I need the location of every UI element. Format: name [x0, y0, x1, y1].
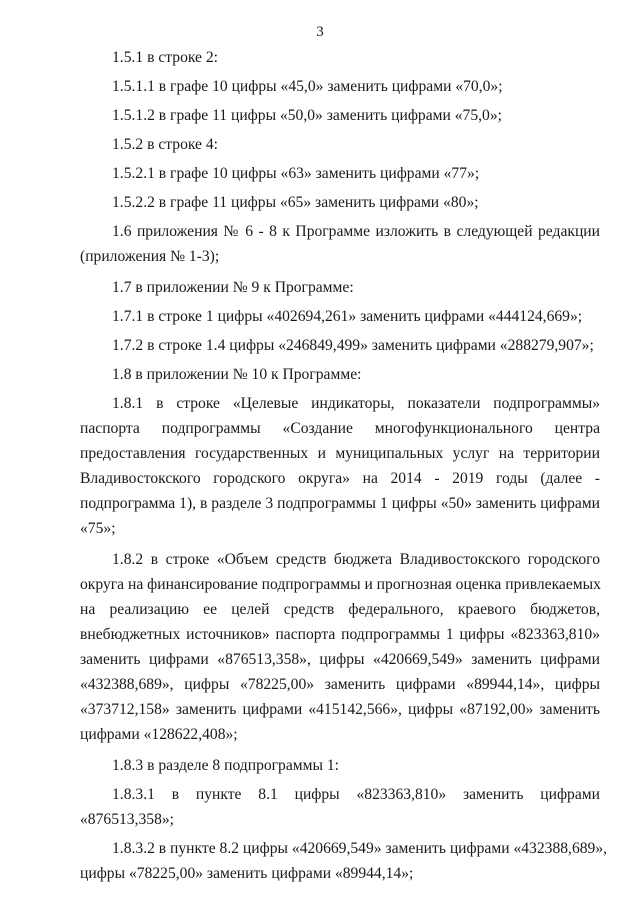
paragraph-line: округа на финансирование подпрограммы и прогнозная оценка привлекаемых [80, 576, 601, 593]
paragraph-1-8: 1.8 в приложении № 10 к Программе: [112, 366, 362, 383]
paragraph-line: «432388,689», цифры «78225,00» заменить цифрами «89944,14», цифры [80, 676, 600, 693]
paragraph-1-8-3-2 [80, 836, 608, 886]
paragraph-1-5-1-2: 1.5.1.2 в графе 11 цифры «50,0» заменить цифрами «75,0»; [112, 107, 502, 124]
paragraph-1-8-3: 1.8.3 в разделе 8 подпрограммы 1: [112, 757, 340, 774]
paragraph-1-8-2 [80, 547, 600, 747]
paragraph-1-5-2-1: 1.5.2.1 в графе 10 цифры «63» заменить цифрами «77»; [112, 165, 480, 182]
paragraph-1-8-3-1: 1.8.3.1 в пункте 8.1 цифры «823363,810» заменить цифрами «876513,358»; [80, 786, 600, 828]
paragraph-1-7-2: 1.7.2 в строке 1.4 цифры «246849,499» заменить цифрами «288279,907»; [112, 337, 594, 354]
page-number: 3 [316, 24, 324, 40]
paragraph-line: подпрограмма 1), в разделе 3 подпрограммы 1 цифры «50» заменить цифрами [80, 495, 600, 512]
paragraph-line: внебюджетных источников» паспорта подпрограммы 1 цифры «823363,810» [80, 626, 600, 643]
paragraph-1-5-1: 1.5.1 в строке 2: [112, 49, 219, 66]
paragraph-line: 1.8.1 в строке «Целевые индикаторы, показатели подпрограммы» [112, 395, 600, 412]
paragraph-line: 1.6 приложения № 6 - 8 к Программе изложить в следующей редакции [112, 223, 600, 240]
paragraph-line: 1.8.2 в строке «Объем средств бюджета Владивостокского городского [112, 551, 600, 568]
paragraph-line: на реализацию ее целей средств федерального, краевого бюджетов, [80, 601, 600, 618]
paragraph-line: предоставления государственных и муниципальных услуг на территории [80, 445, 600, 462]
paragraph-line: паспорта подпрограммы «Создание многофункционального центра [80, 420, 600, 437]
paragraph-1-5-2-2: 1.5.2.2 в графе 11 цифры «65» заменить цифрами «80»; [112, 194, 479, 211]
paragraph-line: (приложения № 1-3); [80, 248, 220, 265]
paragraph-1-7: 1.7 в приложении № 9 к Программе: [112, 279, 354, 296]
paragraph-line: цифры «78225,00» заменить цифрами «89944,14»; [80, 865, 414, 882]
paragraph-1-5-2: 1.5.2 в строке 4: [112, 136, 219, 153]
paragraph-line: «75»; [80, 520, 116, 537]
paragraph-line: 1.8.3.2 в пункте 8.2 цифры «420669,549» заменить цифрами «432388,689», [112, 840, 608, 857]
paragraph-line: цифрами «128622,408»; [80, 726, 238, 743]
paragraph-line: Владивостокского городского округа» на 2014 - 2019 годы (далее - [80, 470, 600, 487]
document-body [80, 45, 608, 892]
paragraph-1-6 [80, 219, 600, 269]
paragraph-1-7-1: 1.7.1 в строке 1 цифры «402694,261» заменить цифрами «444124,669»; [112, 308, 583, 325]
paragraph-1-5-1-1: 1.5.1.1 в графе 10 цифры «45,0» заменить цифрами «70,0»; [112, 78, 503, 95]
paragraph-1-8-1 [80, 391, 600, 541]
paragraph-line: заменить цифрами «876513,358», цифры «420669,549» заменить цифрами [80, 651, 600, 668]
paragraph-line: «373712,158» заменить цифрами «415142,566», цифры «87192,00» заменить [80, 701, 600, 718]
